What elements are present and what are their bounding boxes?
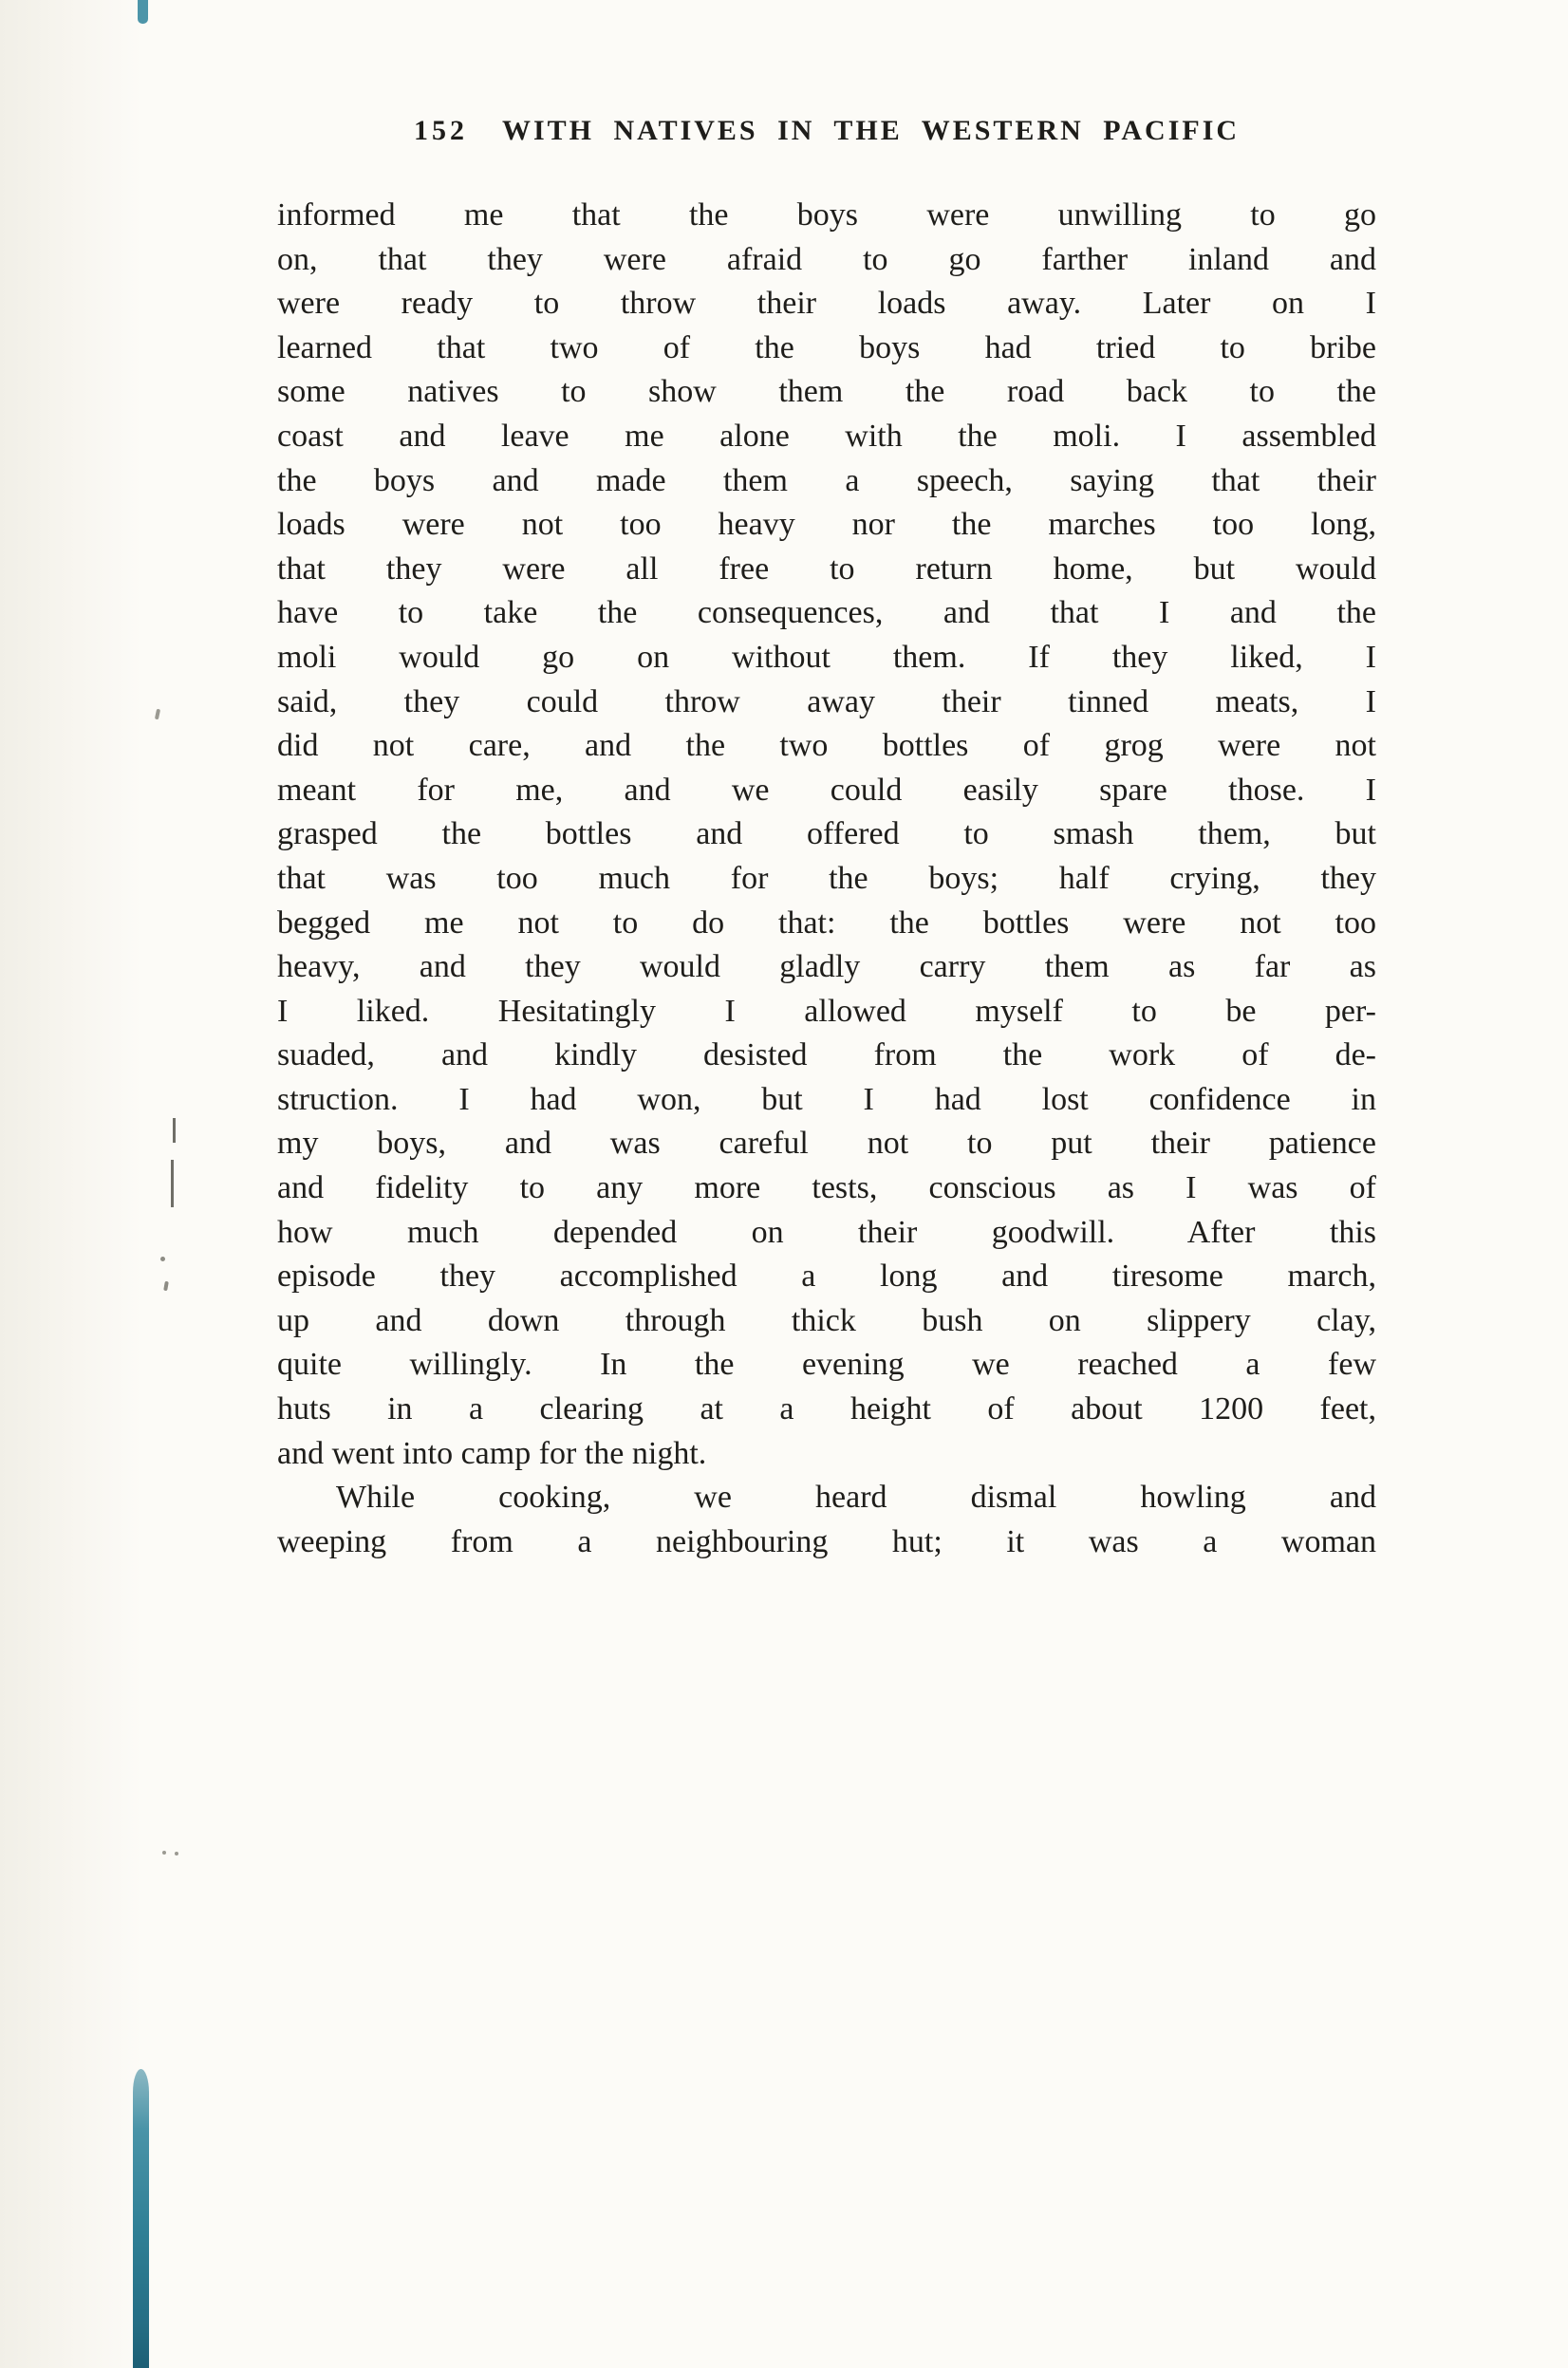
text-line: how much depended on their goodwill. After this — [277, 1214, 1376, 1250]
text-line: loads were not too heavy nor the marches too long, — [277, 507, 1376, 543]
text-line: that was too much for the boys; half crying, they — [277, 860, 1376, 896]
text-line: heavy, and they would gladly carry them as far as — [277, 949, 1376, 985]
text-line: I liked. Hesitatingly I allowed myself to be per- — [277, 993, 1376, 1029]
scan-mark — [155, 709, 160, 720]
text-line: quite willingly. In the evening we reached a few — [277, 1347, 1376, 1383]
text-line: coast and leave me alone with the moli. I assembled — [277, 418, 1376, 454]
text-line: and went into camp for the night. — [277, 1435, 707, 1471]
running-title: WITH NATIVES IN THE WESTERN PACIFIC — [501, 115, 1241, 146]
scan-mark — [171, 1160, 174, 1207]
text-line: some natives to show them the road back to the — [277, 374, 1376, 410]
text-line: said, they could throw away their tinned meats, I — [277, 683, 1376, 719]
text-line: my boys, and was careful not to put their patience — [277, 1126, 1376, 1162]
text-line: on, that they were afraid to go farther inland and — [277, 241, 1376, 277]
scan-edge-shading — [0, 0, 142, 2368]
scan-artifact-bottom-strip — [133, 2069, 149, 2368]
text-line: struction. I had won, but I had lost confidence in — [277, 1081, 1376, 1117]
scan-artifact-top-strip — [138, 0, 148, 24]
text-line: meant for me, and we could easily spare those. I — [277, 772, 1376, 808]
running-header — [277, 112, 1376, 150]
scan-mark — [163, 1281, 169, 1292]
text-line: begged me not to do that: the bottles were not too — [277, 904, 1376, 941]
text-line: were ready to throw their loads away. Later on I — [277, 286, 1376, 322]
text-line: informed me that the boys were unwilling to go — [277, 197, 1376, 233]
scan-mark — [160, 1257, 165, 1261]
text-line: episode they accomplished a long and tiresome march, — [277, 1259, 1376, 1295]
text-line: up and down through thick bush on slippery clay, — [277, 1302, 1376, 1338]
text-line: that they were all free to return home, but would — [277, 550, 1376, 587]
text-line: While cooking, we heard dismal howling and — [336, 1480, 1376, 1516]
text-line: suaded, and kindly desisted from the work of de- — [277, 1037, 1376, 1073]
scan-mark — [175, 1852, 178, 1855]
page-content — [277, 112, 1376, 1564]
scan-mark — [173, 1118, 176, 1143]
text-line: the boys and made them a speech, saying that their — [277, 462, 1376, 498]
page-number: 152 — [413, 115, 468, 146]
body-text — [277, 194, 1376, 1564]
text-line: weeping from a neighbouring hut; it was a woman — [277, 1523, 1376, 1559]
text-line: have to take the consequences, and that I and the — [277, 595, 1376, 631]
scan-mark — [162, 1851, 166, 1855]
text-line: grasped the bottles and offered to smash them, but — [277, 816, 1376, 852]
text-line: learned that two of the boys had tried to bribe — [277, 329, 1376, 365]
text-line: moli would go on without them. If they liked, I — [277, 639, 1376, 675]
text-line: did not care, and the two bottles of grog were not — [277, 728, 1376, 764]
text-line: huts in a clearing at a height of about 1200 feet, — [277, 1391, 1376, 1427]
text-line: and fidelity to any more tests, conscious as I was of — [277, 1170, 1376, 1206]
